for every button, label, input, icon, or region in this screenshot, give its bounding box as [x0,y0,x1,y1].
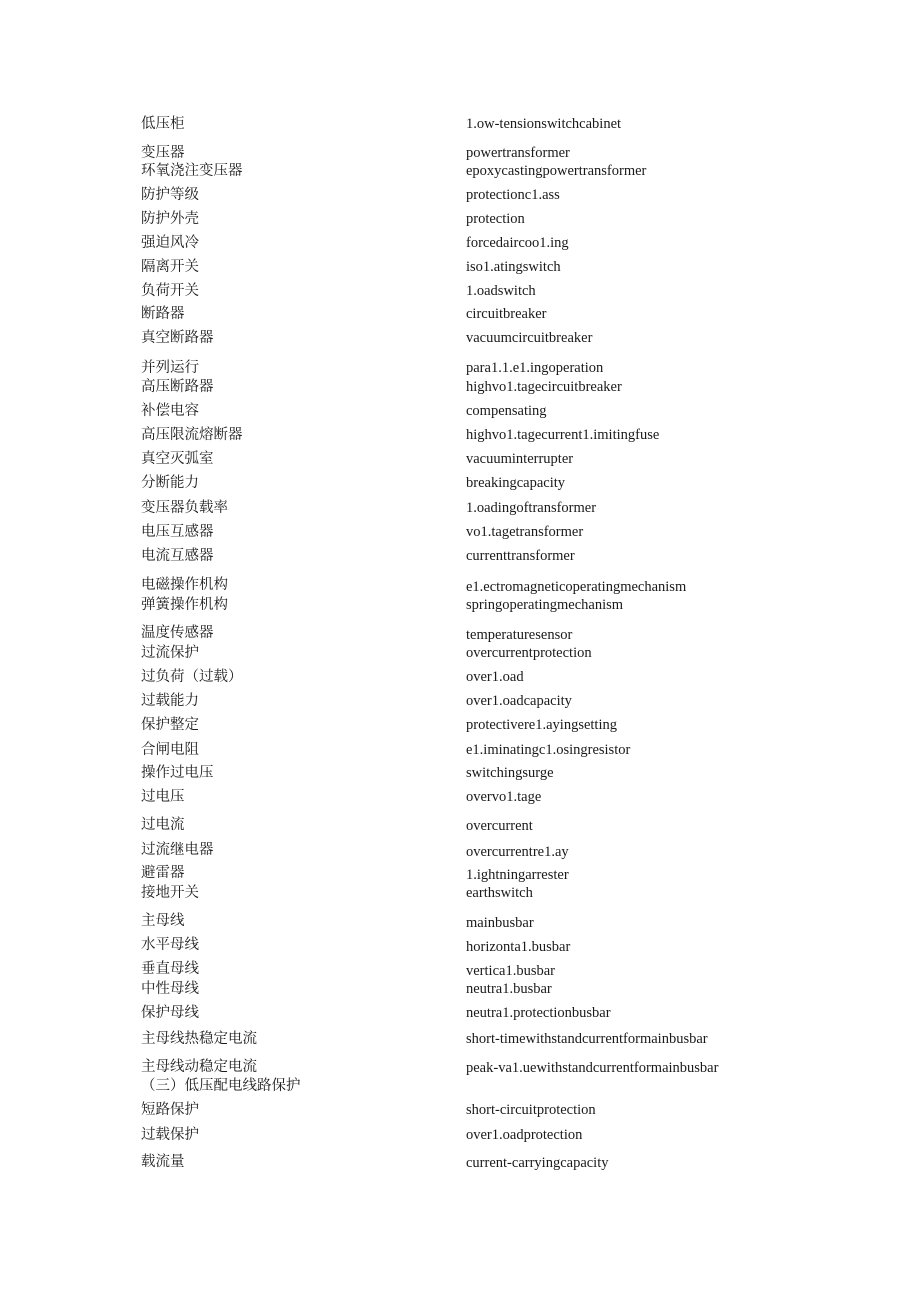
term-english: peak-va1.uewithstandcurrentformainbusbar [466,1060,719,1076]
term-row [0,522,920,542]
term-english: neutra1.busbar [466,981,552,997]
term-row [0,473,920,493]
term-chinese: 过载能力 [141,693,199,709]
term-chinese: 过电流 [141,817,185,833]
term-english: 1.oadswitch [466,283,536,299]
term-chinese: 负荷开关 [141,283,199,299]
term-chinese: 防护外壳 [141,211,199,227]
term-row [0,691,920,711]
term-row [0,1029,920,1049]
term-row [0,911,920,931]
term-english: short-circuitprotection [466,1102,596,1118]
term-english: currenttransformer [466,548,575,564]
term-english: powertransformer [466,145,570,161]
term-chinese: 变压器负载率 [141,500,228,516]
term-english: e1.iminatingc1.osingresistor [466,742,631,758]
term-row [0,377,920,397]
term-row [0,425,920,445]
term-chinese: 防护等级 [141,187,199,203]
term-row [0,161,920,181]
term-chinese: 操作过电压 [141,765,214,781]
term-english: neutra1.protectionbusbar [466,1005,611,1021]
term-english: e1.ectromagneticoperatingmechanism [466,579,687,595]
term-english: overcurrentprotection [466,645,592,661]
term-chinese: 电流互感器 [141,548,214,564]
term-row [0,209,920,229]
term-english: vacuumcircuitbreaker [466,330,593,346]
term-row [0,1152,920,1172]
term-row [0,787,920,807]
term-chinese: 接地开关 [141,885,199,901]
term-row [0,815,920,835]
term-english: 1.oadingoftransformer [466,500,597,516]
term-english: highvo1.tagecircuitbreaker [466,379,622,395]
term-english: forcedaircoo1.ing [466,235,569,251]
term-row [0,358,920,378]
term-row [0,840,920,860]
term-chinese: 电压互感器 [141,524,214,540]
term-english: compensating [466,403,547,419]
term-chinese: 隔离开关 [141,259,199,275]
term-row [0,863,920,883]
term-chinese: 保护母线 [141,1005,199,1021]
term-english: breakingcapacity [466,475,566,491]
term-row [0,935,920,955]
term-row [0,1125,920,1145]
term-chinese: 合闸电阻 [141,742,199,758]
term-row [0,401,920,421]
section-heading: （三）低压配电线路保护 [141,1078,301,1094]
term-english: mainbusbar [466,915,534,931]
term-english: overcurrent [466,818,533,834]
term-english: over1.oadcapacity [466,693,572,709]
term-chinese: 保护整定 [141,717,199,733]
term-row [0,959,920,979]
term-english: vo1.tagetransformer [466,524,584,540]
term-chinese: 避雷器 [141,865,185,881]
term-chinese: 中性母线 [141,981,199,997]
term-row [0,763,920,783]
term-english: earthswitch [466,885,533,901]
term-english: over1.oad [466,669,524,685]
term-row [0,498,920,518]
term-english: temperaturesensor [466,627,573,643]
term-chinese: 分断能力 [141,475,199,491]
term-row [0,575,920,595]
term-english: 1.ow-tensionswitchcabinet [466,116,622,132]
term-row [0,643,920,663]
term-chinese: 并列运行 [141,360,199,376]
term-chinese: 高压限流熔断器 [141,427,243,443]
term-row [0,257,920,277]
term-chinese: 过流保护 [141,645,199,661]
term-english: iso1.atingswitch [466,259,561,275]
term-chinese: 垂直母线 [141,961,199,977]
term-row [0,740,920,760]
term-row [0,233,920,253]
term-chinese: 低压柜 [141,116,185,132]
term-row [0,667,920,687]
term-english: epoxycastingpowertransformer [466,163,647,179]
term-english: horizonta1.busbar [466,939,571,955]
term-english: overcurrentre1.ay [466,844,569,860]
term-row [0,328,920,348]
term-row [0,143,920,163]
term-chinese: 过载保护 [141,1127,199,1143]
term-chinese: 强迫风冷 [141,235,199,251]
term-english: 1.ightningarrester [466,867,569,883]
term-english: protection [466,211,525,227]
term-chinese: 环氧浇注变压器 [141,163,243,179]
term-chinese: 短路保护 [141,1102,199,1118]
term-chinese: 过电压 [141,789,185,805]
term-row [0,281,920,301]
term-chinese: 弹簧操作机构 [141,597,228,613]
term-english: springoperatingmechanism [466,597,624,613]
term-english: para1.1.e1.ingoperation [466,360,604,376]
term-english: protectionc1.ass [466,187,560,203]
term-row [0,715,920,735]
term-row [0,883,920,903]
term-chinese: 主母线动稳定电流 [141,1059,257,1075]
term-chinese: 主母线 [141,913,185,929]
term-row [0,979,920,999]
term-chinese: 真空断路器 [141,330,214,346]
term-english: switchingsurge [466,765,554,781]
term-row [0,1100,920,1120]
term-row [0,449,920,469]
term-row [0,304,920,324]
term-english: over1.oadprotection [466,1127,583,1143]
term-chinese: 电磁操作机构 [141,577,228,593]
term-row [0,546,920,566]
term-row [0,623,920,643]
term-chinese: 过负荷（过载） [141,669,243,685]
term-english: overvo1.tage [466,789,542,805]
term-chinese: 水平母线 [141,937,199,953]
term-chinese: 高压断路器 [141,379,214,395]
term-english: highvo1.tagecurrent1.imitingfuse [466,427,660,443]
term-row [0,185,920,205]
term-chinese: 过流继电器 [141,842,214,858]
term-chinese: 补偿电容 [141,403,199,419]
term-row [0,1003,920,1023]
term-chinese: 变压器 [141,145,185,161]
term-chinese: 主母线热稳定电流 [141,1031,257,1047]
term-chinese: 载流量 [141,1154,185,1170]
term-row [0,114,920,134]
term-english: vertica1.busbar [466,963,555,979]
term-english: vacuuminterrupter [466,451,574,467]
term-chinese: 断路器 [141,306,185,322]
term-row [0,595,920,615]
term-english: short-timewithstandcurrentformainbusbar [466,1031,708,1047]
term-row [0,1057,920,1077]
term-english: circuitbreaker [466,306,547,322]
term-chinese: 真空灭弧室 [141,451,214,467]
term-english: current-carryingcapacity [466,1155,609,1171]
term-chinese: 温度传感器 [141,625,214,641]
term-english: protectivere1.ayingsetting [466,717,617,733]
